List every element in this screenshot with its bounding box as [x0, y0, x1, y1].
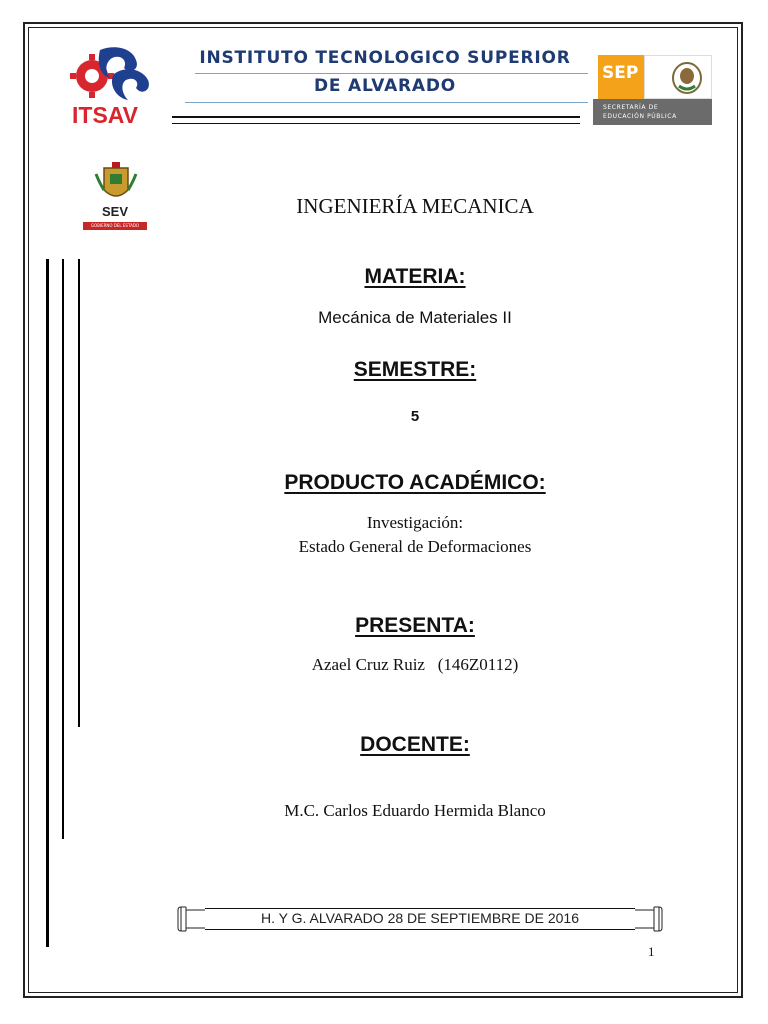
- institute-title-line2: DE ALVARADO: [313, 76, 457, 96]
- sep-logo-gray-band: [593, 99, 712, 125]
- semestre-value: 5: [410, 408, 420, 425]
- sep-logo-crest-block: [644, 55, 712, 99]
- scroll-left-icon: [177, 904, 207, 932]
- sep-logo-sub2: EDUCACIÓN PÚBLICA: [603, 113, 677, 120]
- header-rule-2: [172, 123, 580, 124]
- header-rule-1: [172, 116, 580, 118]
- sep-logo-sub1: SECRETARÍA DE: [603, 104, 659, 111]
- sev-logo-sub: GOBIERNO DEL ESTADO: [83, 222, 147, 230]
- presenta-value: Azael Cruz Ruiz (146Z0112): [311, 655, 519, 674]
- sev-logo-text: SEV: [102, 204, 129, 219]
- sep-logo: [593, 55, 713, 125]
- docente-value: M.C. Carlos Eduardo Hermida Blanco: [284, 801, 546, 820]
- producto-value-line1: Investigación:: [366, 513, 464, 532]
- itsav-logo-text: ITSAV: [72, 102, 139, 128]
- presenta-label: PRESENTA:: [355, 614, 475, 637]
- sep-logo-text: SEP: [602, 63, 639, 83]
- semestre-label: SEMESTRE:: [353, 358, 477, 381]
- docente-label: DOCENTE:: [360, 733, 470, 756]
- itsav-logo: [70, 44, 156, 130]
- left-bar-3: [78, 259, 80, 727]
- materia-label: MATERIA:: [364, 265, 466, 288]
- left-bar-1: [46, 259, 49, 947]
- veracruz-shield-icon: [82, 160, 150, 204]
- scroll-right-icon: [633, 904, 663, 932]
- producto-label: PRODUCTO ACADÉMICO:: [284, 471, 546, 494]
- footer-place-date: H. Y G. ALVARADO 28 DE SEPTIEMBRE DE 2016: [205, 908, 635, 930]
- career-title: INGENIERÍA MECANICA: [296, 194, 534, 218]
- producto-value-line2: Estado General de Deformaciones: [298, 537, 532, 556]
- mexico-eagle-crest-icon: [645, 56, 713, 100]
- title-rule-top: [195, 73, 588, 74]
- institute-title-line1: INSTITUTO TECNOLOGICO SUPERIOR: [199, 48, 571, 68]
- left-bar-2: [62, 259, 64, 839]
- title-rule-bottom: [185, 102, 588, 103]
- materia-value: Mecánica de Materiales II: [318, 308, 512, 327]
- itsav-emblem-icon: [70, 44, 156, 104]
- sev-logo: [82, 160, 150, 232]
- page-number: 1: [648, 944, 655, 959]
